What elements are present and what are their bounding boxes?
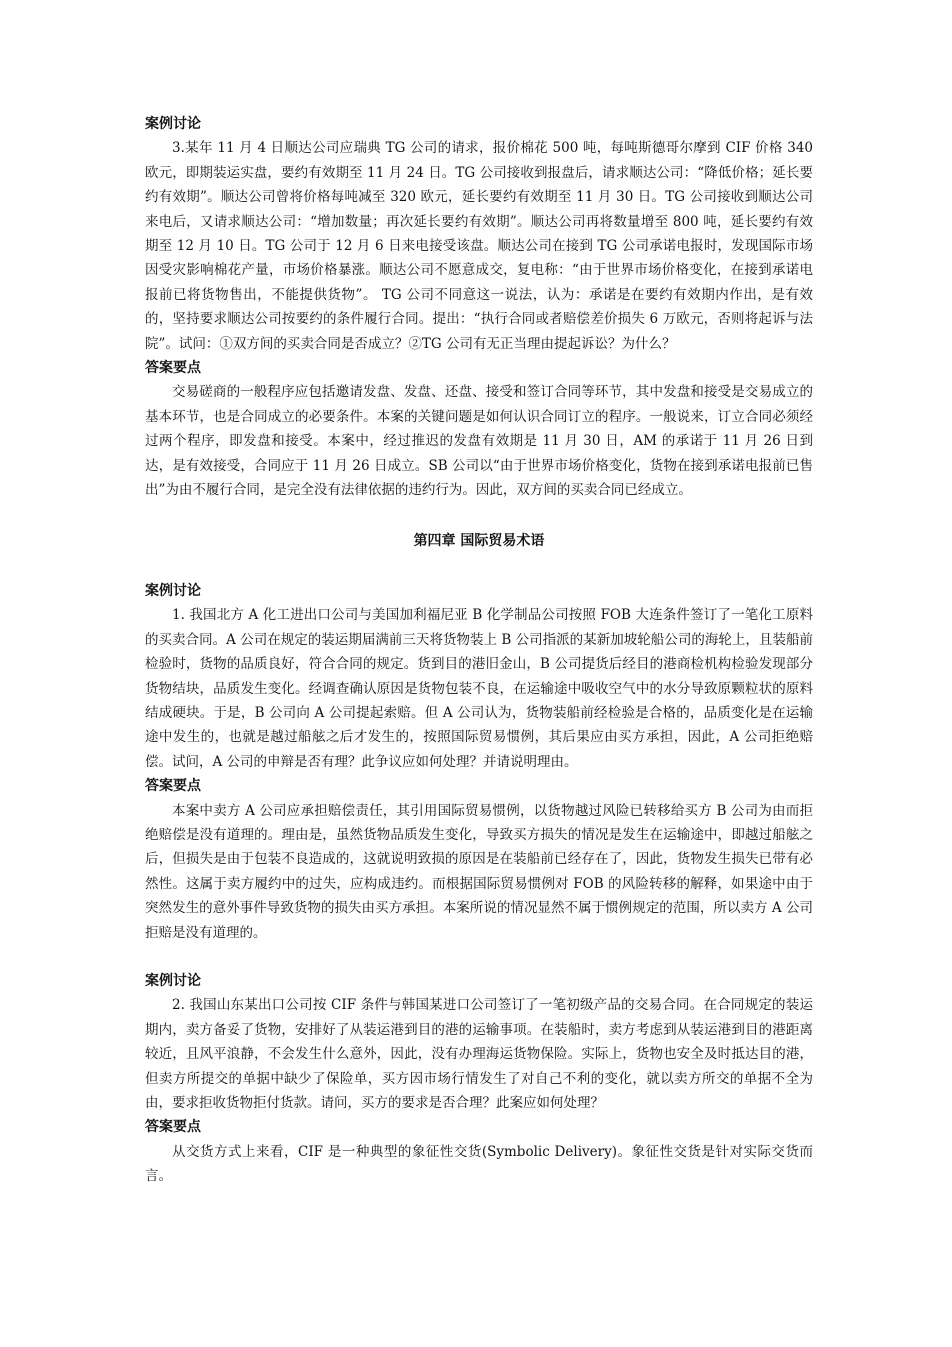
case-text: 3.某年 11 月 4 日顺达公司应瑞典 TG 公司的请求，报价棉花 500 吨，每吨斯德哥尔摩到 CIF 价格 340 欧元，即期装运实盘，要约有效期至 11 月 24 日。TG 公司接收到报盘后，请求顺达公司：“降低价格；延长要约有效期”。顺达公司曾将价格每吨减至 320 欧元，延长要约有效期至 11 月 30 日。TG 公司接收到顺达公司来电后，又请求顺达公司：“增加数量；再次延长要约有效期”。顺达公司再将数量增至 800 吨，延长要约有效期至 12 月 10 日。TG 公司于 12 月 6 日来电接受该盘。顺达公司在接到 TG 公司承诺电报时，发现国际市场因受灾影响棉花产量，市场价格暴涨。顺达公司不愿意成交，复电称：“由于世界市场价格变化，在接到承诺电报前已将货物售出，不能提供货物”。 TG 公司不同意这一说法，认为：承诺是在要约有效期内作出，是有效的，坚持要求顺达公司按要约的条件履行合同。提出：“执行合同或者赔偿差价损失 6 万欧元，否则将起诉与法院”。试问：①双方间的买卖合同是否成立？②TG 公司有无正当理由提起诉讼？为什么？	[145, 140, 813, 352]
case-text: 2. 我国山东某出口公司按 CIF 条件与韩国某进口公司签订了一笔初级产品的交易合同。在合同规定的装运期内，卖方备妥了货物，安排好了从装运港到目的港的运输事项。在装船时，卖方考虑到从装运港到目的港距离较近，且风平浪静，不会发生什么意外，因此，没有办理海运货物保险。实际上，货物也安全及时抵达目的港，但卖方所提交的单据中缺少了保险单，买方因市场行情发生了对自己不利的变化，就以卖方所交的单据不全为由，要求拒收货物拒付货款。请问，买方的要求是否合理？此案应如何处理？	[145, 997, 813, 1112]
answer-heading: 答案要点	[145, 1119, 201, 1136]
chapter-title: 第四章 国际贸易术语	[413, 532, 545, 549]
answer-text: 从交货方式上来看，CIF 是一种典型的象征性交货(Symbolic Delivery)。象征性交货是针对实际交货而言。	[145, 1143, 813, 1185]
section-spacer	[145, 945, 813, 969]
answer-text: 本案中卖方 A 公司应承担赔偿责任，其引用国际贸易惯例，以货物越过风险已转移给买方 B 公司为由而拒绝赔偿是没有道理的。理由是，虽然货物品质发生变化，导致买方损失的情况是发生在运输途中，即越过船舷之后，但损失是由于包装不良造成的，这就说明致损的原因是在装船前已经存在了，因此，货物发生损失已带有必然性。这属于卖方履约中的过失，应构成违约。而根据国际贸易惯例对 FOB 的风险转移的解释，如果途中由于突然发生的意外事件导致货物的损失由买方承担。本案所说的情况显然不属于惯例规定的范围，所以卖方 A 公司拒赔是没有道理的。	[145, 802, 813, 941]
case-heading: 案例讨论	[145, 116, 201, 132]
document-page	[145, 112, 813, 1189]
case-text: 1. 我国北方 A 化工进出口公司与美国加利福尼亚 B 化学制品公司按照 FOB 大连条件签订了一笔化工原料的买卖合同。A 公司在规定的装运期届满前三天将货物装上 B 公司指派的某新加坡轮船公司的海轮上，且装船前检验时，货物的品质良好，符合合同的规定。货到目的港旧金山，B 公司提货后经目的港商检机构检验发现部分货物结块，品质发生变化。经调查确认原因是货物包装不良，在运输途中吸收空气中的水分导致原颗粒状的原料结成硬块。于是，B 公司向 A 公司提起索赔。但 A 公司认为，货物装船前经检验是合格的，品质变化是在运输途中发生的，也就是越过船舷之后才发生的，按照国际贸易惯例，其后果应由买方承担，因此，A 公司拒绝赔偿。试问，A 公司的申辩是否有理？此争议应如何处理？并请说明理由。	[145, 607, 813, 770]
case-heading: 案例讨论	[145, 582, 201, 599]
answer-heading: 答案要点	[145, 778, 201, 795]
answer-heading: 答案要点	[145, 360, 201, 377]
case-heading: 案例讨论	[145, 973, 201, 989]
answer-text: 交易磋商的一般程序应包括邀请发盘、发盘、还盘、接受和签订合同等环节，其中发盘和接受是交易成立的基本环节，也是合同成立的必要条件。本案的关键问题是如何认识合同订立的程序。一般说来，订立合同必须经过两个程序，即发盘和接受。本案中，经过推迟的发盘有效期是 11 月 30 日，AM 的承诺于 11 月 26 日到达，是有效接受，合同应于 11 月 26 日成立。SB 公司以“由于世界市场价格变化，货物在接到承诺电报前已售出”为由不履行合同，是完全没有法律依据的违约行为。因此，双方间的买卖合同已经成立。	[145, 384, 813, 499]
